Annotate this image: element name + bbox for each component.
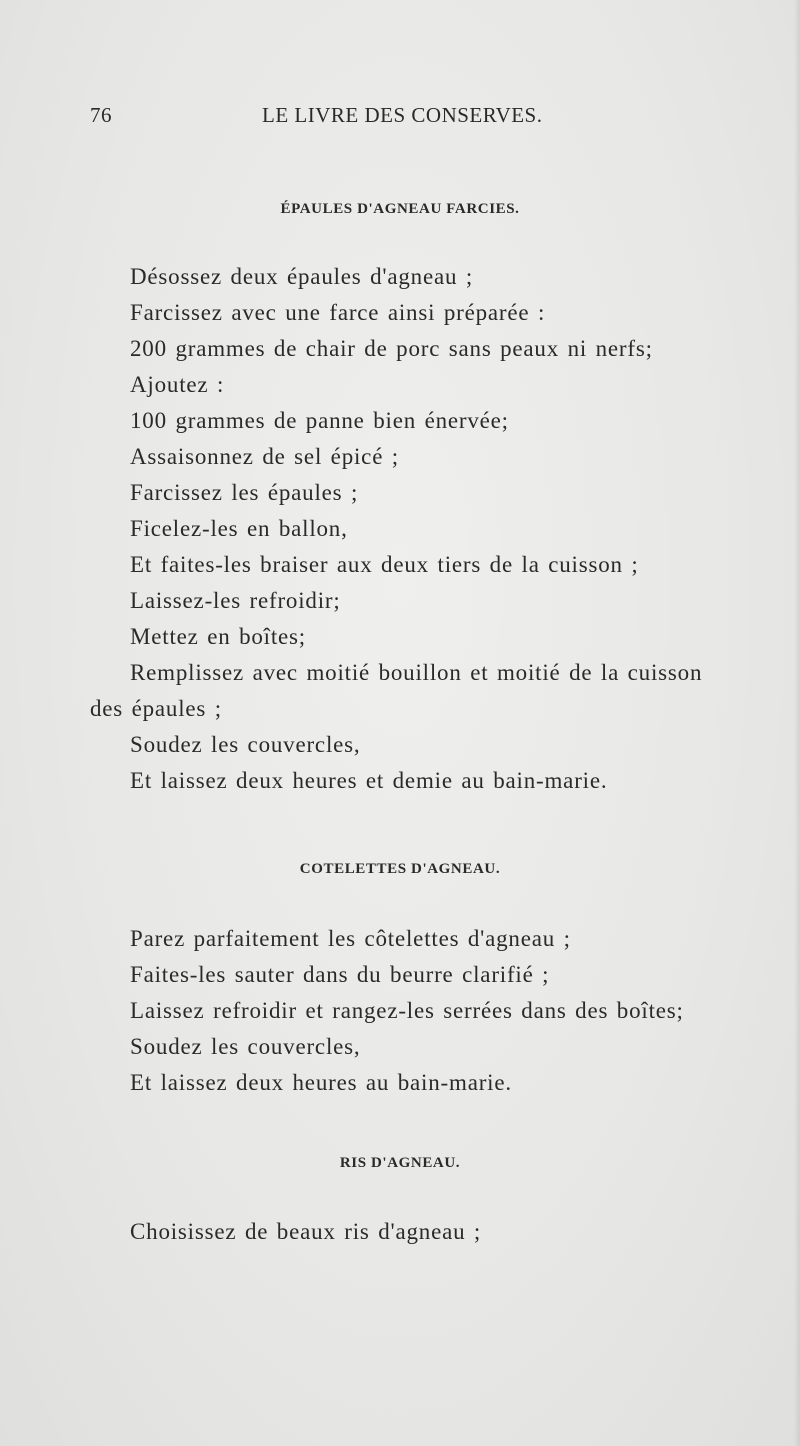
text-line: des épaules ; [90,696,222,721]
section-heading-ris: RIS D'AGNEAU. [339,1155,461,1171]
text-line: Remplissez avec moitié bouillon et moitié de la cuisson [130,660,703,685]
text-line: Assaisonnez de sel épicé ; [130,444,399,469]
text-line: Choisissez de beaux ris d'agneau ; [130,1219,482,1244]
text-line: Mettez en boîtes; [130,624,306,649]
text-line: Et laissez deux heures au bain-marie. [130,1070,512,1095]
text-line: Faites-les sauter dans du beurre clarifié ; [130,962,550,987]
text-line: Désossez deux épaules d'agneau ; [130,264,474,289]
text-line: Ajoutez : [130,372,225,397]
text-line: Soudez les couvercles, [130,1034,361,1059]
text-line: 200 grammes de chair de porc sans peaux ni nerfs; [130,336,653,361]
text-line: Farcissez avec une farce ainsi préparée : [130,300,546,325]
text-line: 100 grammes de panne bien énervée; [130,408,509,433]
text-line: Et laissez deux heures et demie au bain-marie. [130,768,608,793]
running-title: LE LIVRE DES CONSERVES. [262,103,543,127]
running-head [0,103,800,131]
section-heading-cotelettes: COTELETTES D'AGNEAU. [299,861,501,877]
section-heading-epaules: ÉPAULES D'AGNEAU FARCIES. [280,201,520,217]
page-number: 76 [90,103,112,127]
text-line: Laissez-les refroidir; [130,588,341,613]
text-line: Farcissez les épaules ; [130,480,359,505]
text-line: Laissez refroidir et rangez-les serrées dans des boîtes; [130,998,684,1023]
text-line: Ficelez-les en ballon, [130,516,348,541]
text-line: Et faites-les braiser aux deux tiers de la cuisson ; [130,552,639,577]
text-line: Soudez les couvercles, [130,732,361,757]
text-line: Parez parfaitement les côtelettes d'agneau ; [130,926,571,951]
